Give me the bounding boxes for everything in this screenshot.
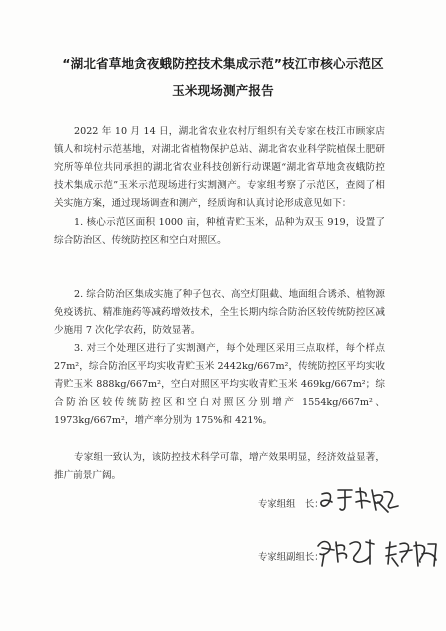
deputy-signature-label: 专家组副组长： [258,552,324,563]
conclusion-paragraph: 专家组一致认为，该防控技术科学可靠，增产效果明显，经济效益显著，推广前景广阔。 [54,452,385,481]
opinion-item-2: 2. 综合防治区集成实施了种子包衣、高空灯阻截、地面组合诱杀、植物源免疫诱抗、精准施药等减药增效技术，全生长期内综合防治区较传统防控区减少施用 7 次化学农药，防效显著。 [54,289,385,336]
report-title-line1: “湖北省草地贪夜蛾防控技术集成示范”枝江市核心示范区 [62,56,384,71]
intro-paragraph: 2022 年 10 月 14 日，湖北省农业农村厅组织有关专家在枝江市顾家店镇人和垸村示范基地，对湖北省植物保护总站、湖北省农业科学院植保土肥研究所等单位共同承担的湖北省农业科技创新行动课题“湖北省草地贪夜蛾防控技术集成示范”玉米示范现场进行实割测产。专家组考察了示范区，查阅了相关实施方案，通过现场调查和测产，经质询和认真讨论形成意见如下： [54,126,385,209]
deputy-handwritten-signature-1 [314,534,378,570]
opinion-item-1: 1. 核心示范区面积 1000 亩，种植青贮玉米，品种为双玉 919，设置了综合防治区、传统防控区和空白对照区。 [54,217,385,246]
opinion-item-3: 3. 对三个处理区进行了实割测产，每个处理区采用三点取样，每个样点 27m²，综合防治区平均实收青贮玉米 2442kg/667m²，传统防控区平均实收青贮玉米 888kg/667m²，空白对照区平均实收青贮玉米 469kg/667m²；综合防治区较传统防控区和空白对照区分别增产 1554kg/667m²、1973kg/667m²，增产率分别为 175%和 421%。 [54,343,385,426]
leader-handwritten-signature [318,484,400,518]
leader-signature-label: 专家组组 长： [258,499,324,510]
report-title-line2: 玉米现场测产报告 [172,83,274,98]
deputy-handwritten-signature-2 [384,536,440,570]
